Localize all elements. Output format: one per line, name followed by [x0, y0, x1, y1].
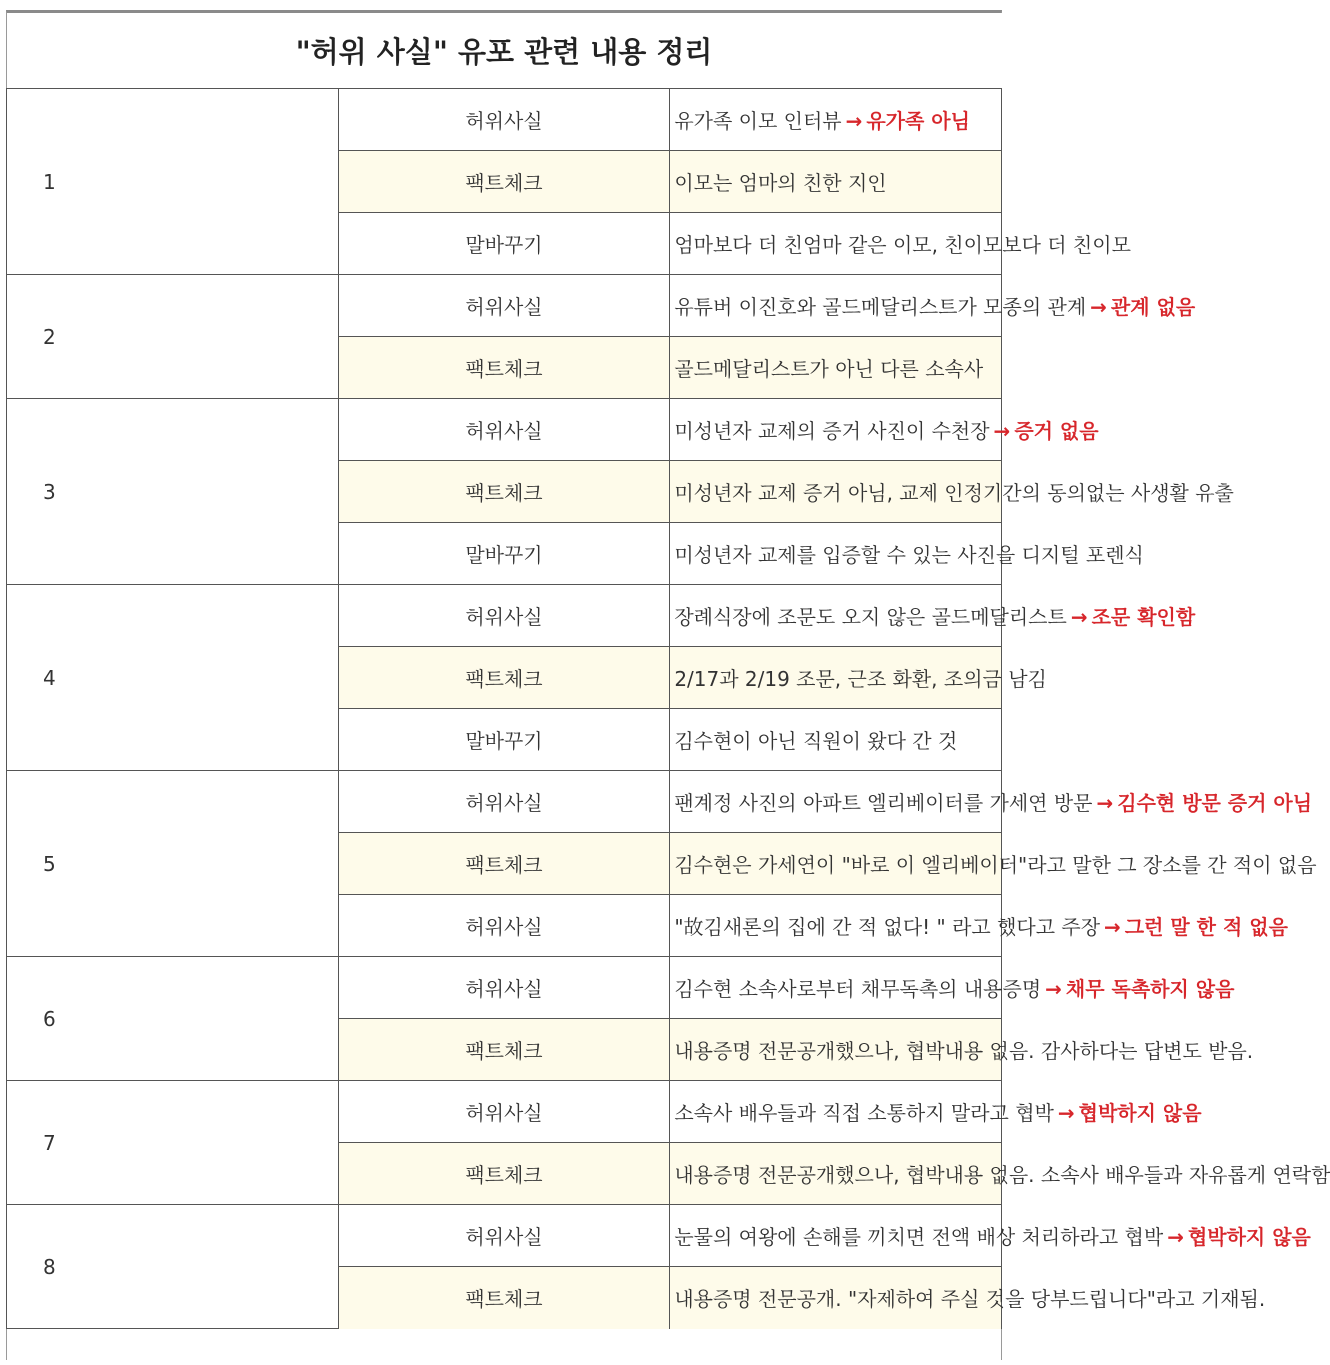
arrow-icon: → — [845, 109, 863, 133]
group-number: 3 — [7, 399, 339, 585]
table-row — [7, 957, 1002, 1019]
content-cell — [670, 771, 1313, 833]
verdict-text: 협박하지 않음 — [1078, 1101, 1202, 1125]
table-row — [7, 399, 1002, 461]
verdict-text: 유가족 아님 — [866, 109, 970, 133]
table-row — [7, 1205, 1002, 1267]
group-number: 1 — [7, 89, 339, 275]
content-cell — [670, 1267, 1266, 1329]
arrow-icon: → — [1096, 791, 1114, 815]
category-label: 허위사실 — [338, 275, 670, 337]
content-cell — [670, 151, 1002, 213]
content-text: 유튜버 이진호와 골드메달리스트가 모종의 관계 — [674, 295, 1087, 319]
category-label: 허위사실 — [338, 89, 670, 151]
content-text: 장례식장에 조문도 오지 않은 골드메달리스트 — [674, 605, 1067, 629]
verdict-text: 증거 없음 — [1014, 419, 1099, 443]
content-text: 미성년자 교제를 입증할 수 있는 사진을 디지털 포렌식 — [674, 543, 1144, 567]
verdict-text: 조문 확인함 — [1091, 605, 1196, 629]
content-cell — [670, 1081, 1202, 1143]
content-text: "故김새론의 집에 간 적 없다! " 라고 했다고 주장 — [674, 915, 1101, 939]
group-number: 2 — [7, 275, 339, 399]
content-cell — [670, 1019, 1254, 1081]
content-text: 팬계정 사진의 아파트 엘리베이터를 가세연 방문 — [674, 791, 1093, 815]
content-cell — [670, 461, 1234, 523]
content-text: 김수현 소속사로부터 채무독촉의 내용증명 — [674, 977, 1042, 1001]
category-label: 허위사실 — [338, 399, 670, 461]
content-cell — [670, 213, 1131, 275]
content-text: 내용증명 전문공개했으나, 협박내용 없음. 감사하다는 답변도 받음. — [674, 1039, 1254, 1063]
content-text: 2/17과 2/19 조문, 근조 화환, 조의금 남김 — [674, 667, 1047, 691]
verdict-text: 김수현 방문 증거 아님 — [1117, 791, 1313, 815]
arrow-icon: → — [1045, 977, 1062, 1001]
content-text: 내용증명 전문공개했으나, 협박내용 없음. 소속사 배우들과 자유롭게 연락함 — [674, 1163, 1330, 1187]
table-row — [7, 771, 1002, 833]
category-label: 팩트체크 — [338, 461, 670, 523]
content-cell — [670, 957, 1235, 1019]
content-text: 김수현이 아닌 직원이 왔다 간 것 — [674, 729, 958, 753]
category-label: 허위사실 — [338, 771, 670, 833]
table-row — [7, 585, 1002, 647]
group-number: 8 — [7, 1205, 339, 1329]
content-text: 미성년자 교제 증거 아님, 교제 인정기간의 동의없는 사생활 유출 — [674, 481, 1234, 505]
category-label: 말바꾸기 — [338, 213, 670, 275]
content-cell — [670, 1143, 1330, 1205]
category-label: 말바꾸기 — [338, 709, 670, 771]
content-cell — [670, 895, 1288, 957]
content-text: 내용증명 전문공개. "자제하여 주실 것을 당부드립니다"라고 기재됨. — [674, 1287, 1266, 1312]
content-cell — [670, 647, 1047, 709]
content-text: 유가족 이모 인터뷰 — [674, 109, 842, 133]
category-label: 팩트체크 — [338, 1143, 670, 1205]
table-row — [7, 275, 1002, 337]
content-text: 미성년자 교제의 증거 사진이 수천장 — [674, 419, 990, 443]
content-cell — [670, 275, 1196, 337]
content-text: 이모는 엄마의 친한 지인 — [674, 171, 887, 195]
group-number: 7 — [7, 1081, 339, 1205]
arrow-icon: → — [993, 419, 1011, 443]
content-cell — [670, 1205, 1311, 1267]
category-label: 허위사실 — [338, 895, 670, 957]
verdict-text: 협박하지 않음 — [1187, 1225, 1311, 1249]
arrow-icon: → — [1104, 915, 1121, 939]
content-text: 골드메달리스트가 아닌 다른 소속사 — [674, 357, 984, 381]
table-row — [7, 1081, 1002, 1143]
misinformation-table — [6, 13, 1330, 1329]
arrow-icon: → — [1070, 605, 1088, 629]
group-number: 4 — [7, 585, 339, 771]
category-label: 허위사실 — [338, 1081, 670, 1143]
category-label: 허위사실 — [338, 957, 670, 1019]
category-label: 팩트체크 — [338, 1019, 670, 1081]
content-cell — [670, 337, 1002, 399]
content-text: 눈물의 여왕에 손해를 끼치면 전액 배상 처리하라고 협박 — [674, 1225, 1164, 1249]
category-label: 허위사실 — [338, 1205, 670, 1267]
category-label: 팩트체크 — [338, 1267, 670, 1329]
verdict-text: 채무 독촉하지 않음 — [1065, 977, 1235, 1001]
category-label: 팩트체크 — [338, 337, 670, 399]
content-cell — [670, 833, 1317, 895]
verdict-text: 그런 말 한 적 없음 — [1124, 915, 1288, 939]
group-number: 6 — [7, 957, 339, 1081]
content-cell — [670, 709, 1002, 771]
category-label: 팩트체크 — [338, 833, 670, 895]
category-label: 팩트체크 — [338, 647, 670, 709]
category-label: 팩트체크 — [338, 151, 670, 213]
content-cell — [670, 399, 1099, 461]
page-title: "허위 사실" 유포 관련 내용 정리 — [7, 13, 1002, 89]
category-label: 말바꾸기 — [338, 523, 670, 585]
content-text: 소속사 배우들과 직접 소통하지 말라고 협박 — [674, 1101, 1054, 1125]
table-row — [7, 89, 1002, 151]
arrow-icon: → — [1090, 295, 1107, 319]
content-text: 김수현은 가세연이 "바로 이 엘리베이터"라고 말한 그 장소를 간 적이 없음 — [674, 853, 1317, 877]
arrow-icon: → — [1057, 1101, 1075, 1125]
content-cell — [670, 523, 1144, 585]
content-cell — [670, 585, 1196, 647]
verdict-text: 관계 없음 — [1110, 295, 1196, 319]
table-body — [7, 89, 1330, 1329]
group-number: 5 — [7, 771, 339, 957]
arrow-icon: → — [1167, 1225, 1184, 1249]
content-text: 엄마보다 더 친엄마 같은 이모, 친이모보다 더 친이모 — [674, 233, 1131, 257]
category-label: 허위사실 — [338, 585, 670, 647]
content-cell — [670, 89, 1002, 151]
